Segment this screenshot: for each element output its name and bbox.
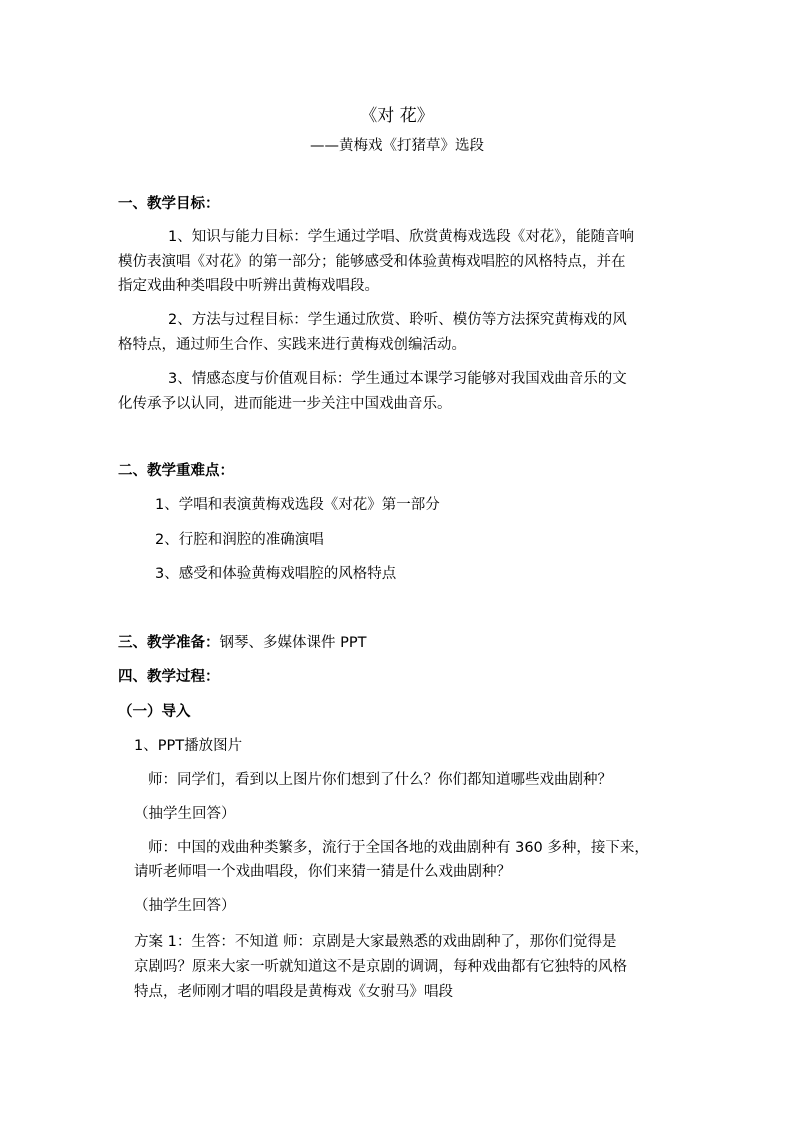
process-line-4a: 师：中国的戏曲种类繁多，流行于全国各地的戏曲剧种有 360 多种，接下来， <box>148 840 649 856</box>
section-2-heading: 二、教学重难点： <box>118 463 234 479</box>
section-3-line <box>118 633 366 653</box>
section-1-para-1-line-2: 模仿表演唱《对花》的第一部分；能够感受和体验黄梅戏唱腔的风格特点，并在 <box>118 254 626 270</box>
process-line-2: 师：同学们，看到以上图片你们想到了什么？你们都知道哪些戏曲剧种？ <box>148 772 612 788</box>
process-line-6a: 方案 1：生答：不知道 师：京剧是大家最熟悉的戏曲剧种了，那你们觉得是 <box>134 934 617 950</box>
process-line-6c: 特点，老师刚才唱的唱段是黄梅戏《女驸马》唱段 <box>134 984 453 1000</box>
doc-subtitle: ——黄梅戏《打猪草》选段 <box>310 138 484 154</box>
section-1-para-3-line-1: 3、情感态度与价值观目标：学生通过本课学习能够对我国戏曲音乐的文 <box>168 371 627 387</box>
section-1-para-1-line-3: 指定戏曲种类唱段中听辨出黄梅戏唱段。 <box>118 278 379 294</box>
section-1-para-3-line-2: 化传承予以认同，进而能进一步关注中国戏曲音乐。 <box>118 396 452 412</box>
section-4-heading: 四、教学过程： <box>118 669 220 685</box>
process-line-3: （抽学生回答） <box>134 806 236 822</box>
section-1-para-2-line-1: 2、方法与过程目标：学生通过欣赏、聆听、模仿等方法探究黄梅戏的风 <box>168 312 627 328</box>
section-2-item-1: 1、学唱和表演黄梅戏选段《对花》第一部分 <box>155 497 440 513</box>
section-2-item-2: 2、行腔和润腔的准确演唱 <box>155 532 324 548</box>
section-2-item-3: 3、感受和体验黄梅戏唱腔的风格特点 <box>155 566 397 582</box>
doc-title: 《对 花》 <box>360 106 434 126</box>
section-3-text: 钢琴、多媒体课件 PPT <box>219 635 367 651</box>
section-1-heading: 一、教学目标： <box>118 196 220 212</box>
section-1-para-2-line-2: 格特点，通过师生合作、实践来进行黄梅戏创编活动。 <box>118 337 466 353</box>
process-line-6b: 京剧吗？原来大家一听就知道这不是京剧的调调，每种戏曲都有它独特的风格 <box>134 959 627 975</box>
process-line-5: （抽学生回答） <box>134 898 236 914</box>
process-line-1: 1、PPT播放图片 <box>134 738 243 754</box>
section-1-para-1-line-1: 1、知识与能力目标：学生通过学唱、欣赏黄梅戏选段《对花》，能随音响 <box>168 229 634 245</box>
subsection-1-heading: （一）导入 <box>118 704 191 720</box>
section-3-heading: 三、教学准备： <box>118 635 220 651</box>
process-line-4b: 请听老师唱一个戏曲唱段，你们来猜一猜是什么戏曲剧种？ <box>134 864 511 880</box>
